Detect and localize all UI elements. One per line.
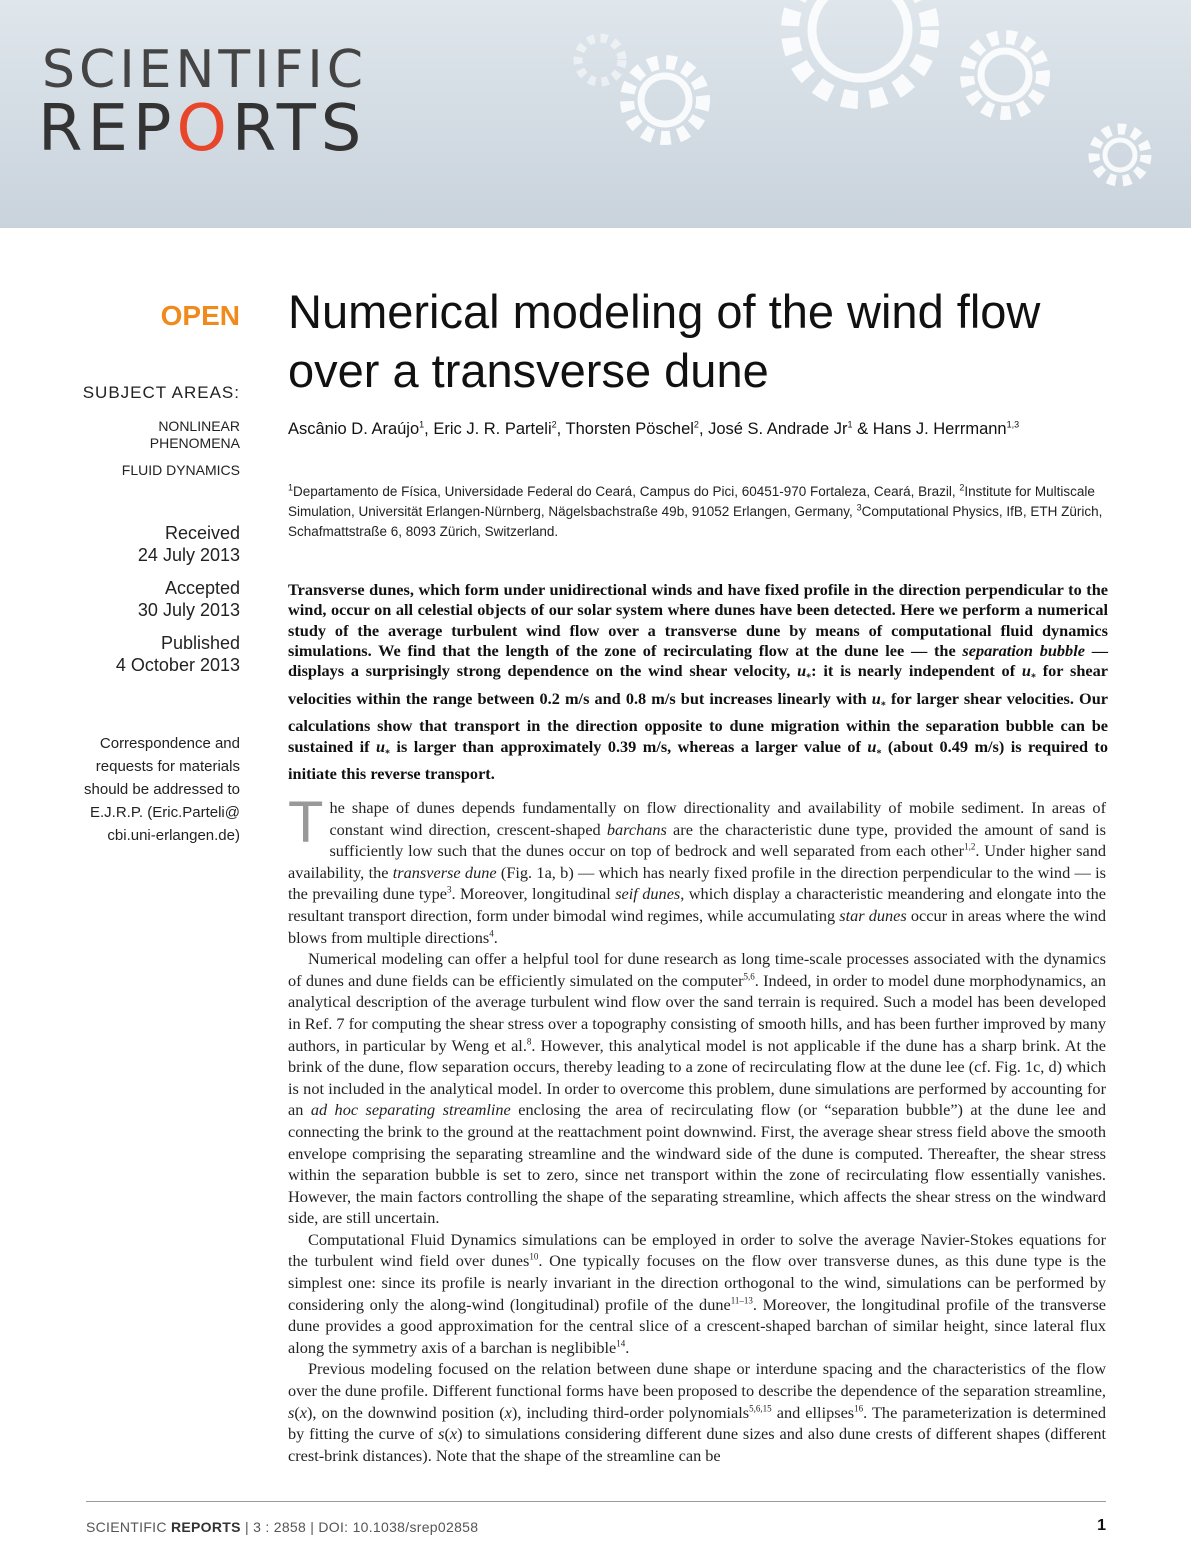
citation-ref[interactable]: 8 (526, 1036, 532, 1047)
citation-ref[interactable]: 5,6 (743, 971, 755, 982)
author-affiliation-ref: 1 (847, 419, 853, 430)
correspondence-email[interactable]: E.J.R.P. (Eric.Parteli@ (90, 804, 240, 821)
received-date: 24 July 2013 (137, 545, 240, 565)
footer-divider (86, 1501, 1106, 1502)
correspondence-line: should be addressed to (84, 781, 240, 798)
citation-ref[interactable]: 14 (616, 1338, 626, 1349)
page-number: 1 (1097, 1517, 1106, 1534)
journal-logo-bottom: REPORTS (38, 92, 367, 166)
subject-area-item[interactable]: NONLINEAR PHENOMENA (149, 418, 240, 451)
correspondence-line: requests for materials (95, 758, 240, 775)
author-affiliation-ref: 1 (419, 419, 425, 430)
drop-cap: T (288, 790, 324, 855)
title-line: over a transverse dune (288, 344, 769, 397)
body-paragraph: The shape of dunes depends fundamentally on flow directionality and availability of mobile sediment. In areas of constant wind direction, crescent-shaped barchans are the characteristic dune type, provided the amount of sand is sufficiently low such that the dunes occur on top of bedrock and well separated from each other$^{1,2}$. Under higher sand availability, the transverse dune (Fig. 1a, b) — which has nearly fixed profile in the direction perpendicular to the wind — is the prevailing dune type$^3$. Moreover, longitudinal seif dunes, which display a characteristic meandering and elongate into the resultant transport direction, form under bimodal wind regimes, while accumulating star dunes occur in areas where the wind blows from multiple directions$^4$. (288, 790, 1107, 947)
citation-ref[interactable]: 4 (489, 928, 494, 939)
citation-ref[interactable]: 16 (854, 1403, 864, 1414)
subject-area-item[interactable]: FLUID DYNAMICS (121, 462, 240, 478)
accepted-label: Accepted (164, 578, 240, 598)
citation-ref[interactable]: 11–13 (730, 1295, 753, 1306)
author-name: Hans J. Herrmann (872, 420, 1007, 438)
citation-ref[interactable]: 3 (446, 884, 452, 895)
published-label: Published (160, 633, 240, 653)
journal-logo-top: SCIENTIFIC (42, 40, 368, 100)
affiliation-num: 1 (288, 482, 294, 493)
author-name: Ascânio D. Araújo (288, 420, 420, 438)
journal-banner (0, 0, 1191, 228)
affiliation-num: 3 (856, 502, 862, 513)
received-label: Received (164, 523, 240, 543)
article-dates (40, 522, 240, 687)
citation-ref[interactable]: 10 (529, 1252, 539, 1263)
affiliations (288, 482, 1118, 542)
published-date: 4 October 2013 (115, 655, 240, 675)
affiliation-num: 2 (959, 482, 965, 493)
body-paragraph: Numerical modeling can offer a helpful tool for dune research as long time-scale processes associated with the dynamics of dunes and dune fields can be efficiently simulated on the computer$^{5,6}$. Indeed, in order to model dune morphodynamics, an analytical description of the average turbulent wind flow over the sand terrain is required. Such a model has been developed in Ref. 7 for computing the shear stress over a topography consisting of smooth hills, and has been further improved by many authors, in particular by Weng et al.$^8$. However, this analytical model is not applicable if the dune has a sharp brink. At the brink of the dune, flow separation occurs, thereby leading to a zone of recirculating flow at the dune lee (cf. Fig. 1c, d) which is not included in the analytical model. In order to overcome this problem, dune simulations are performed by accounting for an ad hoc separating streamline enclosing the area of recirculating flow (or “separation bubble”) at the dune lee and connecting the brink to the ground at the reattachment point downwind. First, the average shear stress field above the smooth envelope comprising the separating streamline and the windward side of the dune is computed. Thereafter, the shear stress within the separation bubble is set to zero, since net transport within the zone of recirculating flow essentially vanishes. However, the main factors controlling the shape of the separating streamline, which affects the shear stress on the windward side, are still uncertain. (288, 949, 1107, 1228)
body-paragraph: Previous modeling focused on the relation between dune shape or interdune spacing and the characteristics of the flow over the dune profile. Different functional forms have been proposed to describe the dependence of the separation streamline, s(x), on the downwind position (x), including third-order polynomials$^{5,6,15}$ and ellipses$^{16}$. The parameterization is determined by fitting the curve of s(x) to simulations considering different dune sizes and also dune crests of different shapes (different crest-brink distances). Note that the shape of the streamline can be (288, 1359, 1106, 1465)
correspondence-email[interactable]: cbi.uni-erlangen.de) (107, 827, 240, 844)
author-name: José S. Andrade Jr (708, 420, 848, 438)
author-affiliation-ref: 2 (551, 419, 557, 430)
open-access-label: OPEN (160, 300, 240, 331)
subject-areas-list (40, 418, 240, 489)
title-line: Numerical modeling of the wind flow (288, 285, 1041, 338)
citation-ref[interactable]: 1,2 (964, 841, 976, 852)
citation-ref[interactable]: 5,6,15 (749, 1403, 772, 1414)
author-name: Eric J. R. Parteli (433, 420, 552, 438)
author-list: Ascânio D. Araújo$^1$, Eric J. R. Parteli$^2$, Thorsten Pöschel$^2$, José S. Andrade Jr$^1$ & Hans J. Herrmann$^{1,3}$ (288, 419, 1020, 438)
gears-graphic (560, 0, 1191, 228)
author-affiliation-ref: 1,3 (1006, 419, 1020, 430)
author-affiliation-ref: 2 (693, 419, 699, 430)
correspondence-note (40, 732, 240, 847)
affiliation-text: Departamento de Física, Universidade Federal do Ceará, Campus do Pici, 60451-970 Fortaleza, Ceará, Brazil, (293, 484, 960, 499)
subject-areas-title: SUBJECT AREAS: (82, 383, 240, 402)
affiliation-text: Institute for Multiscale Simulation, Universität Erlangen-Nürnberg, Nägelsbachstraße 49b, 91052 Erlangen, Germany, (288, 484, 1095, 519)
article-body (288, 790, 1107, 1466)
correspondence-line: Correspondence and (99, 735, 240, 752)
footer-citation: SCIENTIFIC REPORTS | 3 : 2858 | DOI: 10.1038/srep02858 (86, 1519, 479, 1535)
abstract: Transverse dunes, which form under unidirectional winds and have fixed profile in the direction perpendicular to the wind, occur on all celestial objects of our solar system where dunes have been detected. Here we perform a numerical study of the average turbulent wind flow over a transverse dune by means of computational fluid dynamics simulations. We find that the length of the zone of recirculating flow at the dune lee — the separation bubble — displays a surprisingly strong dependence on the wind shear velocity, $u_*$: it is nearly independent of $u_*$ for shear velocities within the range between 0.2 m/s and 0.8 m/s but increases linearly with $u_*$ for larger shear velocities. Our calculations show that transport in the direction opposite to dune migration within the separation bubble can be sustained if $u_*$ is larger than approximately 0.39 m/s, whereas a larger value of $u_*$ (about 0.49 m/s) is required to initiate this reverse transport. (288, 580, 1109, 784)
article-title (288, 282, 1148, 400)
affiliation-text: Computational Physics, IfB, ETH Zürich, Schafmattstraße 6, 8093 Zürich, Switzerland. (288, 504, 1103, 539)
accepted-date: 30 July 2013 (137, 600, 240, 620)
body-paragraph: Computational Fluid Dynamics simulations can be employed in order to solve the average Navier-Stokes equations for the turbulent wind field over dunes$^{10}$. One typically focuses on the flow over transverse dunes, as this dune type is the simplest one: since its profile is nearly invariant in the direction orthogonal to the wind, simulations can be performed by considering only the along-wind (longitudinal) profile of the dune$^{11-13}$. Moreover, the longitudinal profile of the transverse dune provides a good approximation for the central slice of a crescent-shaped barchan of similar height, since lateral flux along the symmetry axis of a barchan is neglibible$^{14}$. (288, 1229, 1107, 1357)
author-name: Thorsten Pöschel (565, 420, 694, 438)
